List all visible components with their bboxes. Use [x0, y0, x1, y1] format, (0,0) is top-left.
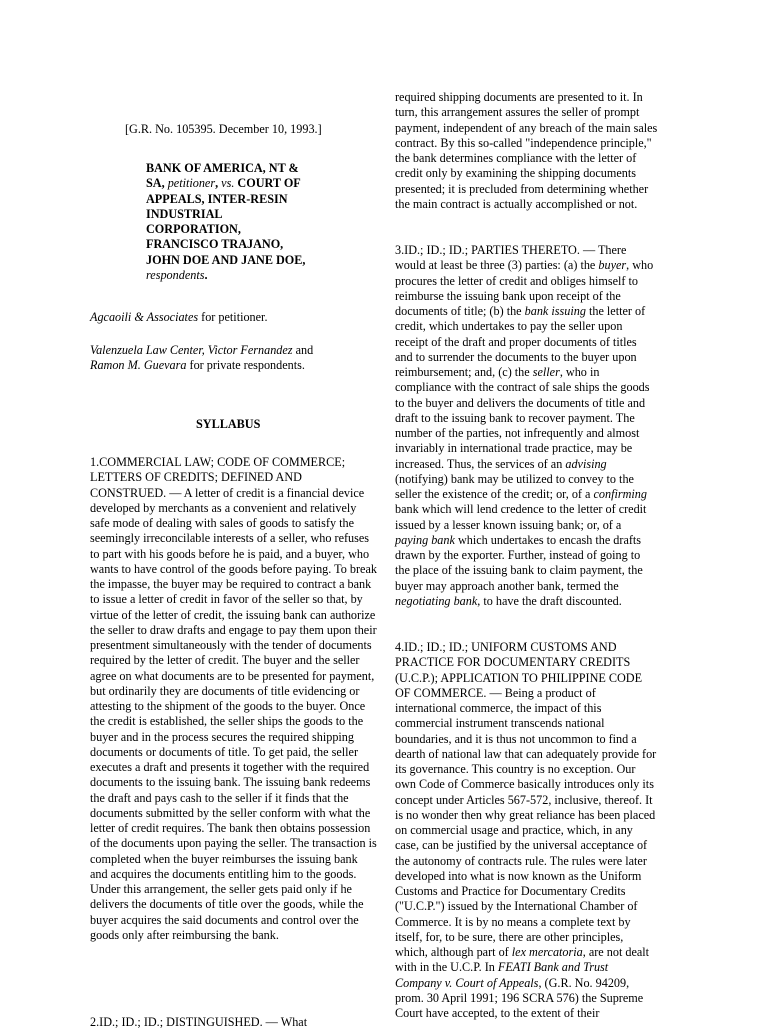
p3-italic-seller: seller	[532, 365, 560, 379]
p3-italic-negotiating-bank: negotiating bank	[395, 593, 478, 608]
counsel-respondents	[90, 343, 330, 374]
syllabus-paragraph-2-start: 2.ID.; ID.; ID.; DISTINGUISHED. — What	[90, 1015, 308, 1029]
p3-text-i: (notifying) bank may be utilized to convey to the seller the existence of the credit; or, of a	[395, 471, 634, 501]
respondent-firm-2: Ramon M. Guevara	[90, 358, 187, 373]
syllabus-paragraph-4	[395, 640, 657, 1021]
respondent-counsel-suffix: for private respondents.	[189, 358, 305, 373]
p3-text-k: bank which will lend credence to the letter of credit issued by a lesser known issuing bank; or, of a	[395, 502, 647, 532]
p3-text-c: , who procures the letter of credit and obliges himself to reimburse the issuing bank upon receipt of the documents of title; (b) the	[395, 258, 654, 318]
paragraph-1-head: 1.COMMERCIAL LAW; CODE OF COMMERCE; LETTERS OF CREDITS; DEFINED AND CONSTRUED. —	[90, 455, 346, 500]
case-number: [G.R. No. 105395. December 10, 1993.]	[125, 122, 322, 136]
syllabus-heading: SYLLABUS	[196, 417, 261, 431]
p3-italic-buyer: buyer	[598, 258, 627, 273]
respondent-role: respondents	[146, 267, 205, 282]
p3-text-e: the letter of credit, which undertakes to pay the seller upon receipt of the draft and proper documents of titles and to surrender the documents to the buyer upon reimbursement; and, (c) the	[395, 304, 646, 379]
p3-italic-advising: advising	[565, 456, 607, 471]
p4-text-a: 4.ID.; ID.; ID.; UNIFORM CUSTOMS AND PRACTICE FOR DOCUMENTARY CREDITS (U.C.P.); APPLICATION TO PHILIPPINE CODE OF COMMERCE. — Being a product of international commerce, the impact of this commercial instrument transcends national boundaries, and it is thus not uncommon to find a dearth of national law that can adequately provide for its governance. This country is no exception. Our own Code of Commerce basically introduces only its concept under Articles 567-572, inclusive, thereof. It is no wonder then why great reliance has been placed on commercial usage and practice, which, in any case, can be justified by the universal acceptance of the autonomy of contracts rule. The rules were later developed into what is now known as the Uniform Customs and Practice for Documentary Credits ("U.C.P.") issued by the International Chamber of Commerce. It is by no means a complete text by itself, for, to be sure, there are other principles, which, although part of	[395, 640, 657, 959]
p3-text-m: which undertakes to encash the drafts drawn by the exporter. Further, instead of going to the place of the issuing bank to claim payment, the buyer may approach another bank, termed the	[395, 532, 643, 593]
case-caption: BANK OF AMERICA, NT & SA, petitioner, vs. COURT OF APPEALS, INTER-RESIN INDUSTRIAL CORPORATION, FRANCISCO TRAJANO, JOHN DOE AND JANE DOE, respondents.	[146, 161, 306, 282]
p3-text-a: 3.ID.; ID.; ID.; PARTIES THERETO. — There would at least be three (3) parties: (a) the	[395, 243, 627, 273]
p3-italic-confirming: confirming	[593, 487, 647, 501]
p3-text-o: , to have the draft discounted.	[477, 593, 622, 608]
petitioner-name: BANK OF AMERICA, NT & SA	[146, 161, 299, 191]
respondent-firm-1: Valenzuela Law Center, Victor Fernandez	[90, 343, 293, 357]
p4-text-c: , are not dealt with in the U.C.P. In	[395, 945, 650, 975]
petitioner-firm: Agcaoili & Associates	[90, 310, 199, 324]
p3-italic-bank-issuing: bank issuing	[524, 304, 586, 318]
respondent-and: and	[295, 343, 314, 357]
petitioner-role: petitioner	[167, 176, 216, 191]
syllabus-paragraph-3	[395, 243, 657, 609]
syllabus-paragraph-2-continued: required shipping documents are presented to it. In turn, this arrangement assures the seller of prompt payment, independent of any breach of the main sales contract. By this so-called "independence principle," the bank determines compliance with the letter of credit only by examining the shipping documents presented; it is precluded from determining whether the main contract is actually accomplished or not.	[395, 90, 658, 211]
p4-italic-case-title: FEATI Bank and Trust Company v. Court of Appeals	[395, 960, 609, 990]
p3-italic-paying-bank: paying bank	[395, 532, 455, 547]
paragraph-1-body: A letter of credit is a financial device developed by merchants as a convenient and relatively safe mode of dealing with sales of goods to satisfy the seemingly irreconcilable interests of a seller, who refuses to part with his goods before he is paid, and a buyer, who wants to have control of the goods before paying. To break the impasse, the buyer may be required to contract a bank to issue a letter of credit in favor of the seller so that, by virtue of the letter of credit, the issuing bank can authorize the seller to draw drafts and engage to pay them upon their presentment simultaneously with the tender of documents required by the letter of credit. The buyer and the seller agree on what documents are to be presented for payment, but ordinarily they are documents of title evidencing or attesting to the shipment of the goods to the buyer. Once the credit is established, the seller ships the goods to the buyer and in the process secures the required shipping documents or documents of title. To get paid, the seller executes a draft and presents it together with the required documents to the issuing bank. The issuing bank redeems the draft and pays cash to the seller if it finds that the documents submitted by the seller conform with what the letter of credit requires. The bank then obtains possession of the documents upon paying the seller. The transaction is completed when the buyer reimburses the issuing bank and acquires the documents entitling him to the goods. Under this arrangement, the seller gets paid only if he delivers the documents of title over the goods, while the buyer acquires the said documents and control over the goods only after reimbursing the bank.	[90, 485, 377, 942]
syllabus-paragraph-1	[90, 455, 378, 943]
p3-text-g: , who in compliance with the contract of sale ships the goods to the buyer and delivers the documents of title and draft to the issuing bank to recover payment. The number of the parties, not infrequently and almost invariably in international trade practice, may be increased. Thus, the services of an	[395, 365, 650, 471]
respondent-names: COURT OF APPEALS, INTER-RESIN INDUSTRIAL CORPORATION, FRANCISCO TRAJANO, JOHN DOE AND JANE DOE	[146, 176, 303, 267]
versus: vs.	[221, 176, 235, 191]
petitioner-counsel-suffix: for petitioner.	[201, 310, 268, 324]
counsel-petitioner	[90, 310, 268, 325]
p4-text-e: , (G.R. No. 94209, prom. 30 April 1991; 196 SCRA 576) the Supreme Court have accepted, to the extent of their	[395, 975, 644, 1020]
p4-italic-lex-mercatoria: lex mercatoria	[511, 945, 583, 959]
